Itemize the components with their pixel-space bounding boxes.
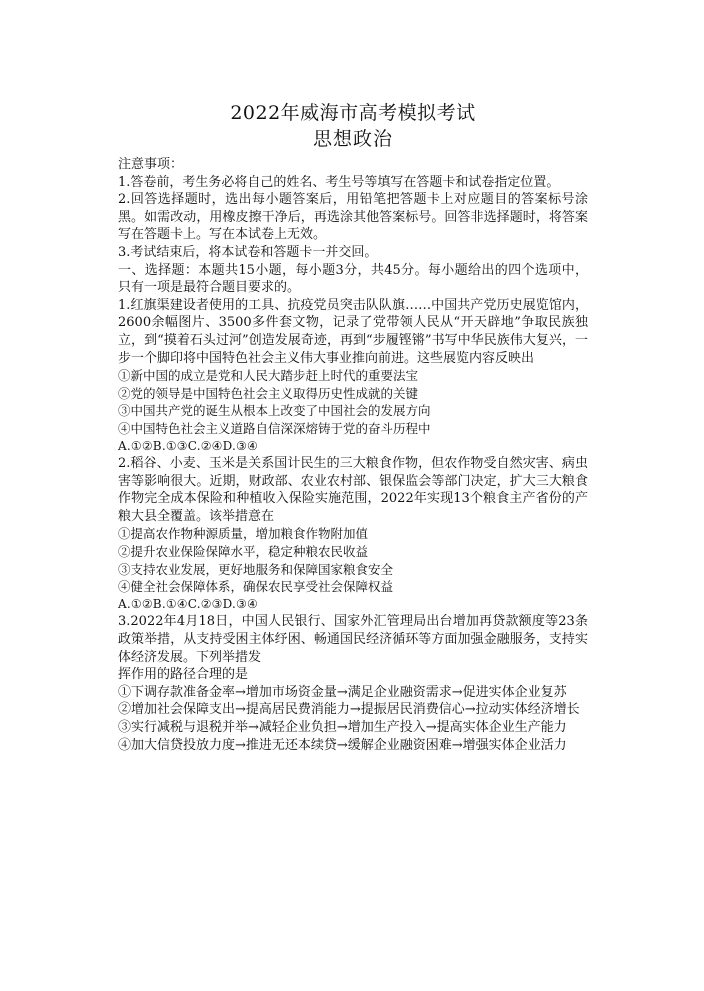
question-3-option-2: ②增加社会保障支出→提高居民费消能力→提振居民消费信心→拉动实体经济增长 <box>118 702 580 718</box>
note-item-1: 1.答卷前，考生务必将自己的姓名、考生号等填写在答题卡和试卷指定位置。 <box>118 174 560 190</box>
question-3-option-1: ①下调存款准备金率→增加市场资金量→满足企业融资需求→促进实体企业复苏 <box>118 684 567 700</box>
section-intro: 一、选择题：本题共15小题，每小题3分，共45分。每小题给出的四个选项中，只有一项是最符合题目要求的。 <box>118 262 588 296</box>
question-2-option-1: ①提高农作物种源质量，增加粮食作物附加值 <box>118 526 369 542</box>
note-item-2: 2.回答选择题时，选出每小题答案后，用铅笔把答题卡上对应题目的答案标号涂黑。如需改动，用橡皮擦干净后，再选涂其他答案标号。回答非选择题时，将答案写在答题卡上。写在本试卷上无效。 <box>118 192 588 243</box>
question-1-stem: 1.红旗渠建设者使用的工具、抗疫党员突击队队旗……中国共产党历史展览馆内，2600余幅图片、3500多件套文物，记录了党带领人民从“开天辟地”争取民族独立，到“摸着石头过河”创造发展奇迹，再到“步履铿锵”书写中华民族伟大复兴，一步一个脚印将中国特色社会主义伟大事业推向前进。这些展览内容反映出 <box>118 297 588 366</box>
question-2-stem: 2.稻谷、小麦、玉米是关系国计民生的三大粮食作物，但农作物受自然灾害、病虫害等影响很大。近期，财政部、农业农村部、银保监会等部门决定，扩大三大粮食作物完全成本保险和种植收入保险实施范围，2022年实现13个粮食主产省份的产粮大县全覆盖。该举措意在 <box>118 456 588 524</box>
question-3-stem: 3.2022年4月18日，中国人民银行、国家外汇管理局出台增加再贷款额度等23条政策举措，从支持受困主体纾困、畅通国民经济循环等方面加强金融服务，支持实体经济发展。下列举措发 <box>118 614 588 665</box>
question-2-option-4: ④健全社会保障体系，确保农民享受社会保障权益 <box>118 579 394 595</box>
exam-subject: 思想政治 <box>312 128 393 150</box>
notes-heading: 注意事项： <box>118 157 184 172</box>
question-1-option-4: ④中国特色社会主义道路自信深深熔铸于党的奋斗历程中 <box>118 420 431 436</box>
question-1-option-3: ③中国共产党的诞生从根本上改变了中国社会的发展方向 <box>118 403 431 419</box>
question-2-option-2: ②提升农业保险保障水平，稳定种粮农民收益 <box>118 544 369 560</box>
question-3-stem-continued: 挥作用的路径合理的是 <box>118 667 249 683</box>
question-2-option-3: ③支持农业发展，更好地服务和保障国家粮食安全 <box>118 561 394 577</box>
question-1-option-2: ②党的领导是中国特色社会主义取得历史性成就的关键 <box>118 385 419 401</box>
question-1-option-1: ①新中国的成立是党和人民大踏步赶上时代的重要法宝 <box>118 368 419 384</box>
question-1-answers: A.①②B.①③C.②④D.③④ <box>118 438 258 453</box>
question-3-option-4: ④加大信贷投放力度→推进无还本续贷→缓解企业融资困难→增强实体企业活力 <box>118 737 567 753</box>
exam-title: 2022年威海市高考模拟考试 <box>230 102 476 124</box>
question-3-option-3: ③实行减税与退税并举→减轻企业负担→增加生产投入→提高实体企业生产能力 <box>118 720 567 735</box>
question-2-answers: A.①②B.①④C.②③D.③④ <box>118 596 258 611</box>
exam-page <box>118 100 588 754</box>
note-item-3: 3.考试结束后，将本试卷和答题卡一并交回。 <box>118 244 378 260</box>
